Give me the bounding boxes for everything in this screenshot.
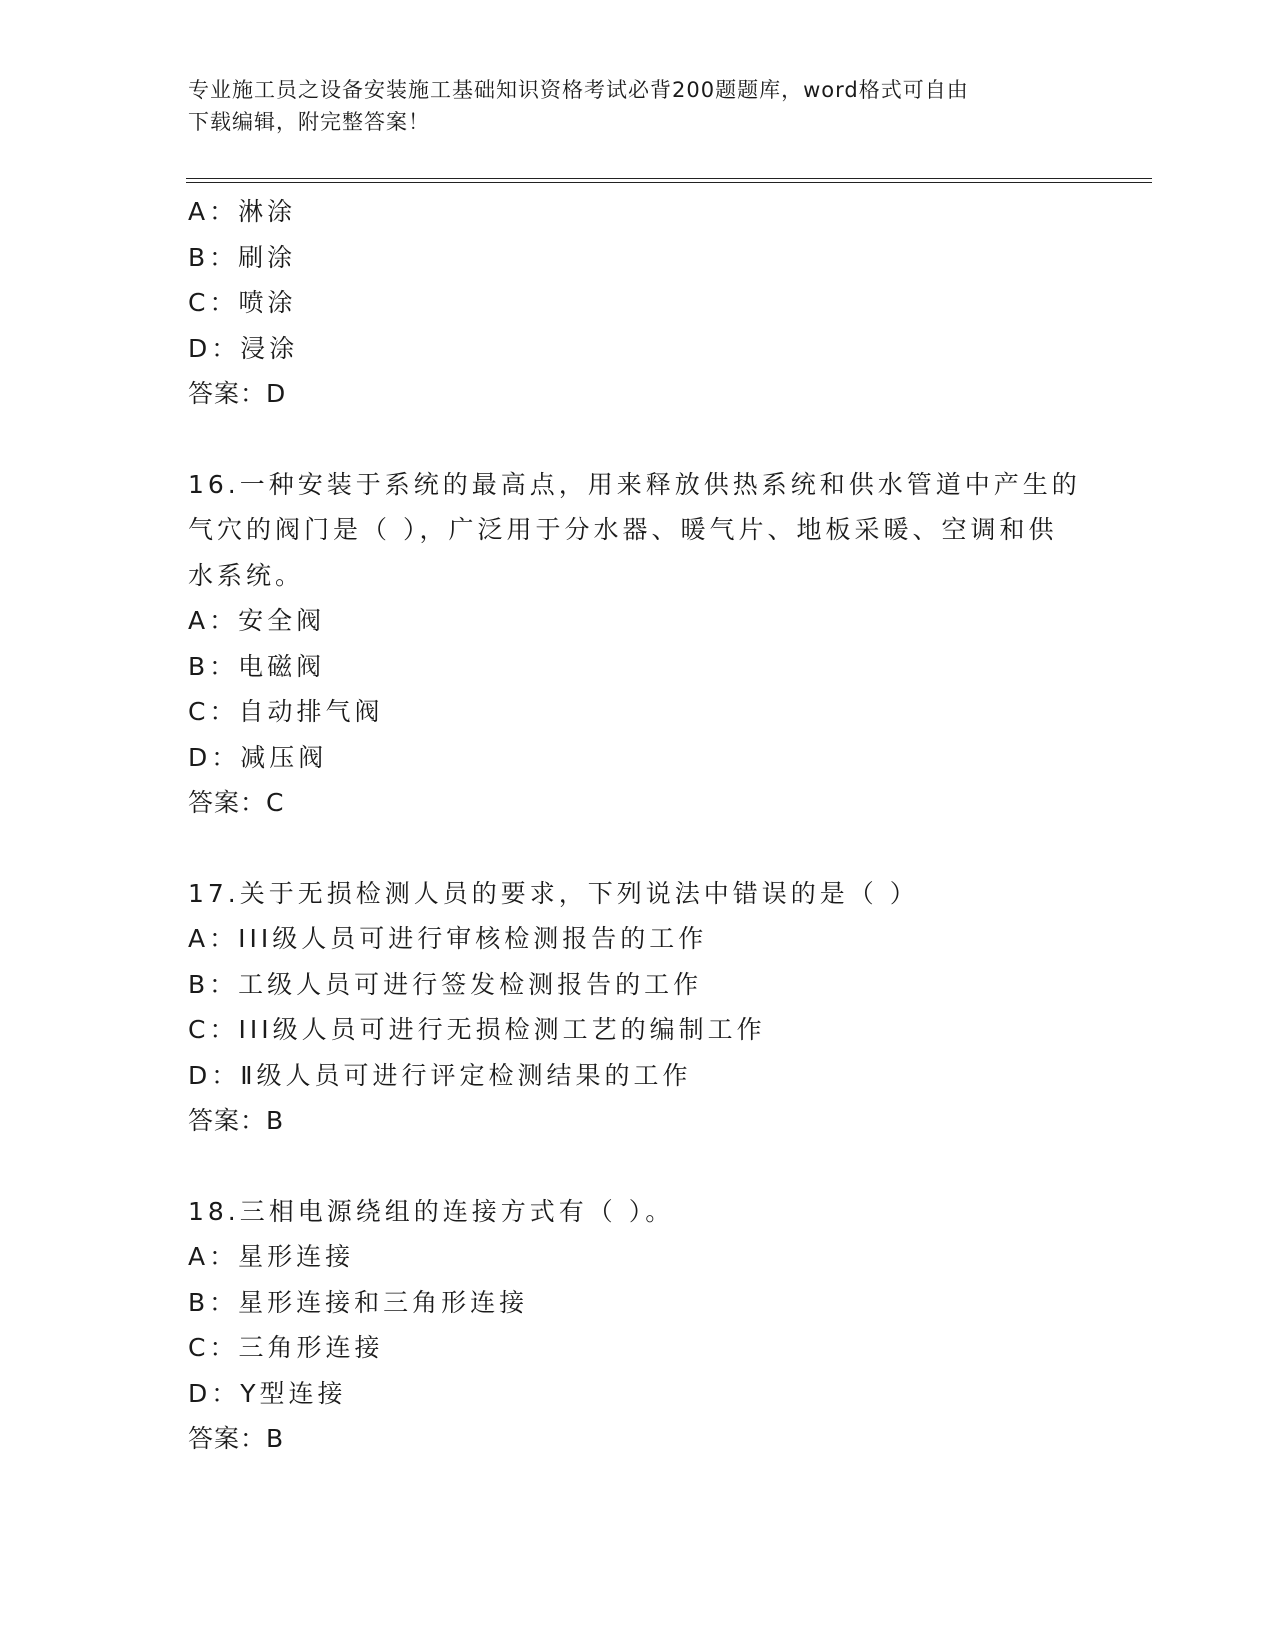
question-list [188, 189, 1088, 1462]
question-stem-line-3: 水系统。 [188, 560, 305, 590]
question-17 [188, 871, 1088, 1144]
option-d: D：减压阀 [188, 742, 328, 772]
option-b: B：刷涂 [188, 242, 297, 272]
answer: 答案：B [188, 1424, 285, 1453]
option-c: C：III级人员可进行无损检测工艺的编制工作 [188, 1015, 766, 1044]
option-a: A：星形连接 [188, 1242, 355, 1271]
option-d: D：Y型连接 [188, 1378, 347, 1408]
option-a: A：安全阀 [188, 606, 326, 635]
option-d: D：Ⅱ级人员可进行评定检测结果的工作 [188, 1060, 692, 1090]
option-a: A：淋涂 [188, 197, 297, 226]
option-b: B：星形连接和三角形连接 [188, 1287, 529, 1317]
option-b: B：电磁阀 [188, 651, 326, 681]
option-a: A：III级人员可进行审核检测报告的工作 [188, 924, 708, 953]
option-c: C：喷涂 [188, 288, 297, 317]
question-stem-line-1: 17.关于无损检测人员的要求，下列说法中错误的是（ ） [188, 878, 919, 908]
question-stem-line-2: 气穴的阀门是（ ），广泛用于分水器、暖气片、地板采暖、空调和供 [188, 515, 1058, 544]
answer: 答案：D [188, 379, 287, 408]
document-header [188, 74, 1088, 138]
answer: 答案：B [188, 1106, 285, 1135]
question-18 [188, 1189, 1088, 1462]
header-divider [186, 178, 1152, 183]
option-d: D：浸涂 [188, 333, 299, 363]
option-c: C：自动排气阀 [188, 697, 384, 726]
question-16 [188, 462, 1088, 826]
question-stem-line-1: 16.一种安装于系统的最高点，用来释放供热系统和供水管道中产生的 [188, 469, 1081, 499]
header-title-line-1: 专业施工员之设备安装施工基础知识资格考试必背200题题库，word格式可自由 [188, 78, 969, 102]
answer: 答案：C [188, 788, 285, 817]
option-b: B：工级人员可进行签发检测报告的工作 [188, 969, 703, 999]
question-15 [188, 189, 1088, 417]
header-title-line-2: 下载编辑，附完整答案！ [188, 110, 430, 134]
question-stem-line-1: 18.三相电源绕组的连接方式有（ ）。 [188, 1196, 675, 1226]
option-c: C：三角形连接 [188, 1333, 384, 1362]
